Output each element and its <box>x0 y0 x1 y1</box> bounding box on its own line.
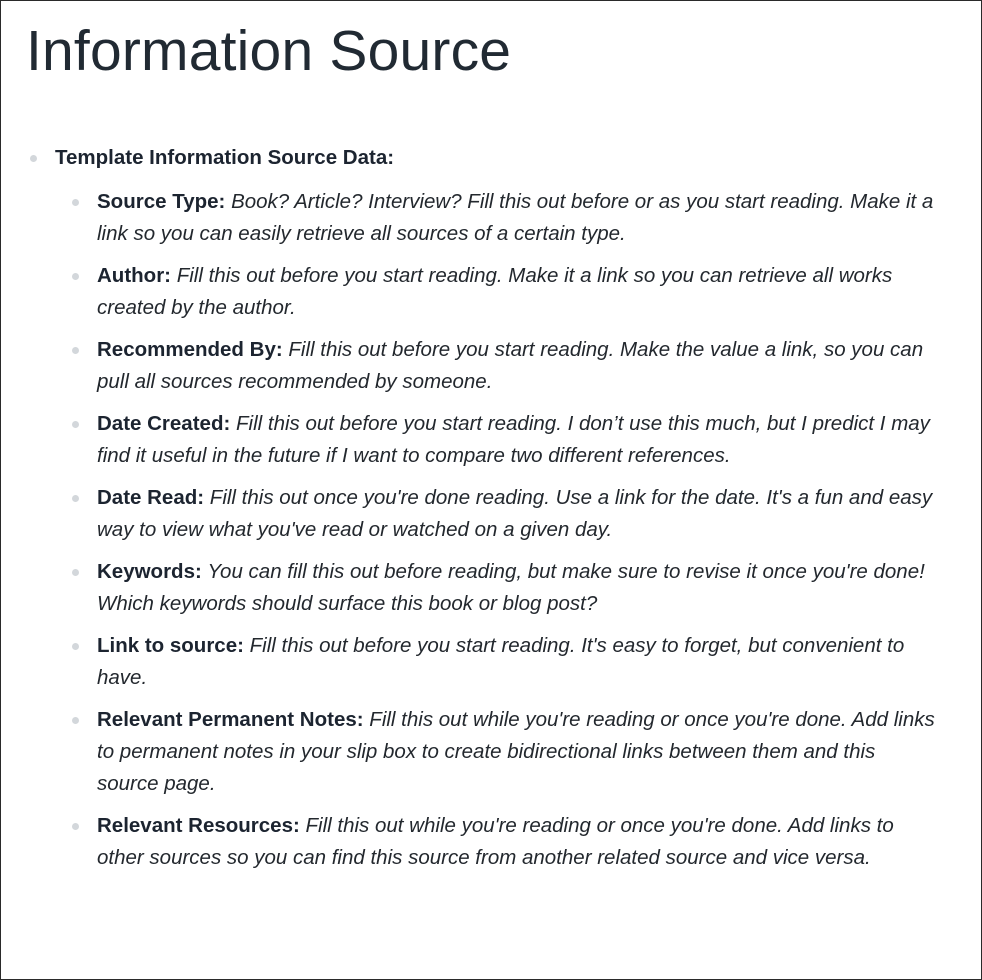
bullet-icon <box>72 421 79 428</box>
field-item-date-created <box>55 408 937 472</box>
bullet-icon <box>30 155 37 162</box>
field-label: Keywords: <box>97 560 202 583</box>
field-description: Fill this out while you're reading or once you're done. Add links to permanent notes in your slip box to create bidirectional links between them and this source page. <box>97 708 935 795</box>
field-description: Fill this out before you start reading. Make the value a link, so you can pull all sources recommended by someone. <box>97 338 924 393</box>
template-list-item <box>1 142 961 874</box>
field-description: Fill this out while you're reading or once you're done. Add links to other sources so you can find this source from another related source and vice versa. <box>97 814 894 869</box>
field-list <box>55 186 961 874</box>
field-description: You can fill this out before reading, but make sure to revise it once you're done! Which keywords should surface this book or blog post? <box>97 560 925 615</box>
template-list <box>1 142 961 884</box>
field-item-date-read <box>55 482 937 546</box>
field-description: Fill this out before you start reading. I don’t use this much, but I predict I may find it useful in the future if I want to compare two different references. <box>97 412 930 467</box>
bullet-icon <box>72 347 79 354</box>
field-label: Relevant Permanent Notes: <box>97 708 364 731</box>
field-item-relevant-resources <box>55 810 937 874</box>
field-label: Author: <box>97 264 172 287</box>
field-description: Fill this out before you start reading. It's easy to forget, but convenient to have. <box>97 634 905 689</box>
field-label: Source Type: <box>97 190 226 213</box>
field-item-keywords <box>55 556 937 620</box>
field-label: Date Read: <box>97 486 205 509</box>
bullet-icon <box>72 643 79 650</box>
field-item-recommended-by <box>55 334 937 398</box>
bullet-icon <box>72 273 79 280</box>
field-description: Fill this out before you start reading. Make it a link so you can retrieve all works created by the author. <box>97 264 893 319</box>
bullet-icon <box>72 717 79 724</box>
field-description: Book? Article? Interview? Fill this out before or as you start reading. Make it a link so you can easily retrieve all sources of a certain type. <box>97 190 934 245</box>
field-description: Fill this out once you're done reading. Use a link for the date. It's a fun and easy way to view what you've read or watched on a given day. <box>97 486 933 541</box>
field-item-link-to-source <box>55 630 937 694</box>
field-item-relevant-permanent-notes <box>55 704 937 800</box>
field-label: Date Created: <box>97 412 231 435</box>
field-item-source-type <box>55 186 937 250</box>
bullet-icon <box>72 569 79 576</box>
bullet-icon <box>72 495 79 502</box>
template-heading: Template Information Source Data: <box>55 146 395 169</box>
bullet-icon <box>72 823 79 830</box>
field-label: Relevant Resources: <box>97 814 300 837</box>
field-label: Link to source: <box>97 634 244 657</box>
bullet-icon <box>72 199 79 206</box>
field-label: Recommended By: <box>97 338 283 361</box>
page-title: Information Source <box>26 19 512 83</box>
field-item-author <box>55 260 937 324</box>
